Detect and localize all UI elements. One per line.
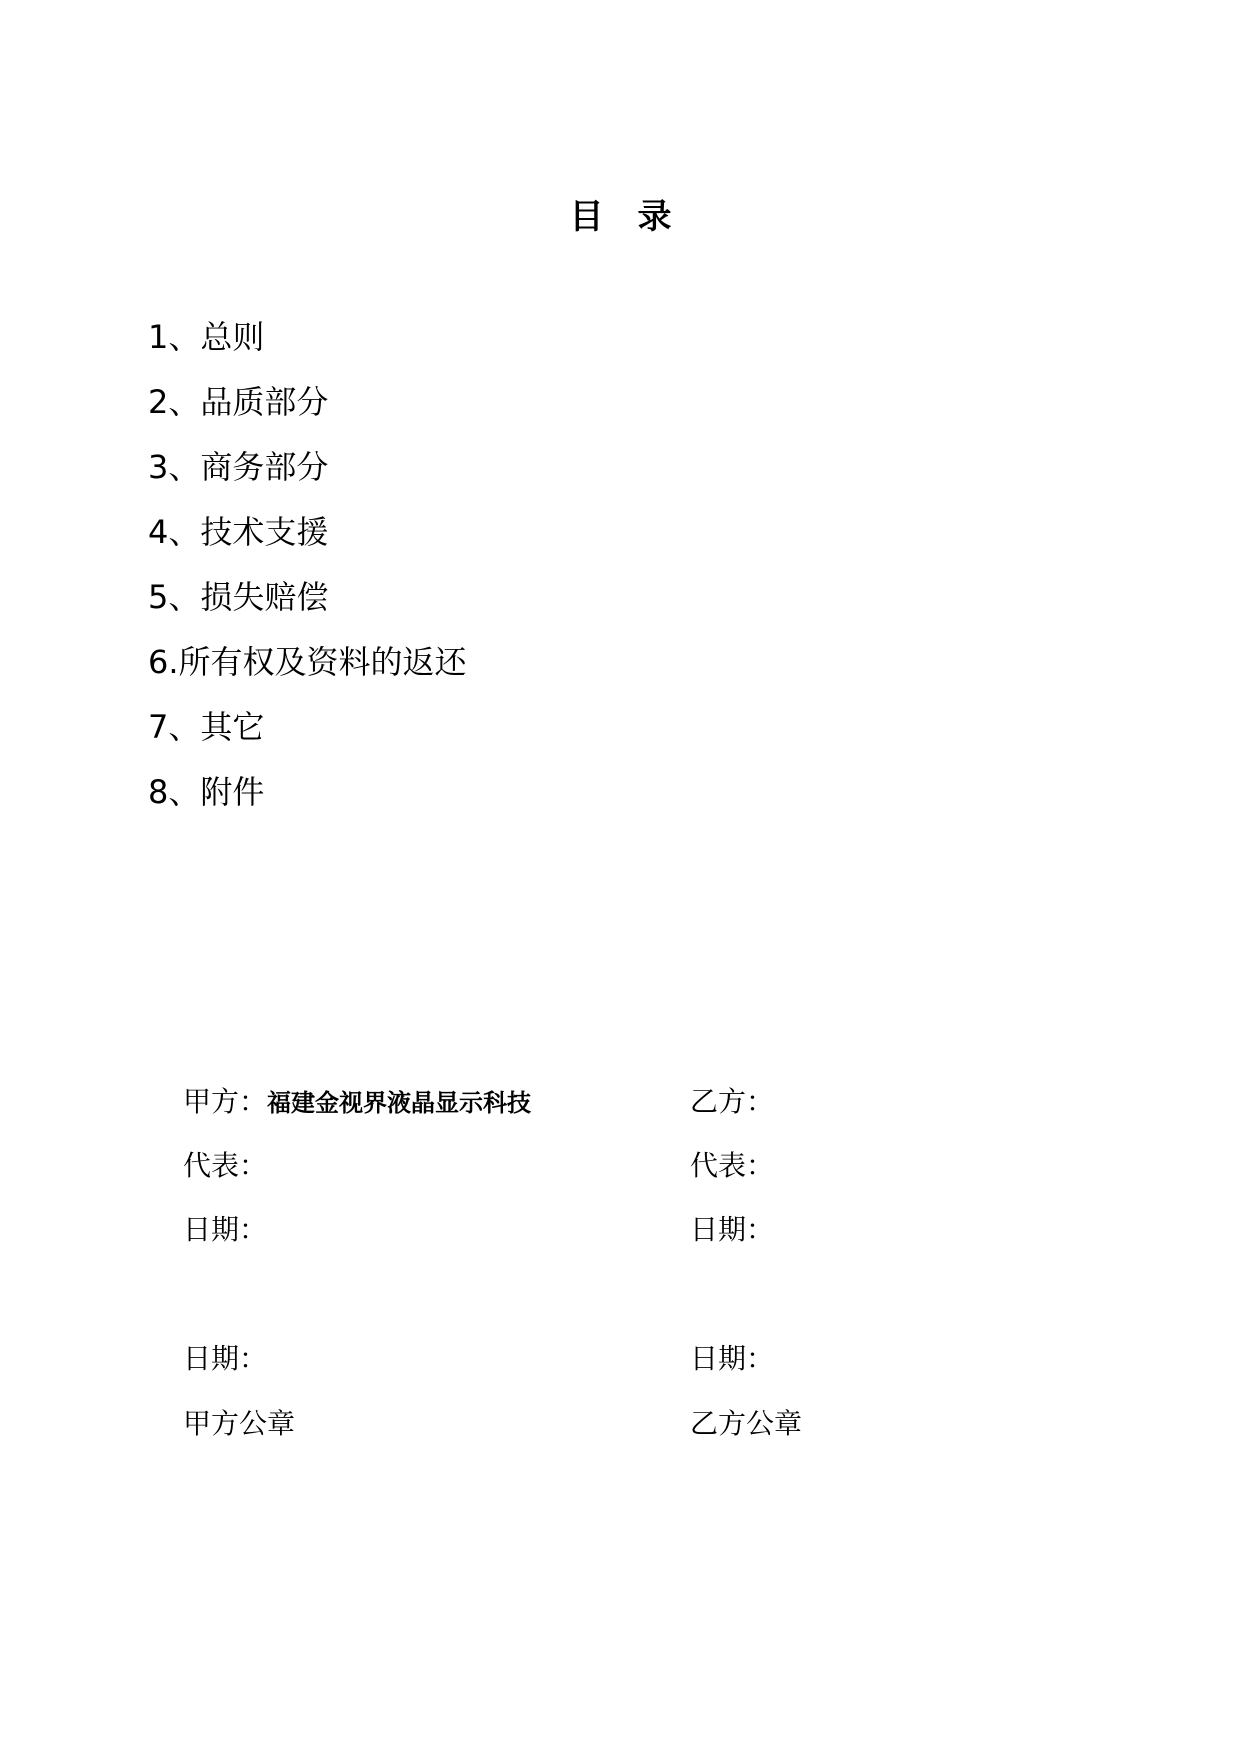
toc-item-6: 6.所有权及资料的返还: [148, 643, 467, 681]
party-a-company: 福建金视界液晶显示科技: [267, 1089, 532, 1117]
table-of-contents: [148, 305, 467, 825]
party-a-line: [183, 1082, 531, 1123]
page-title: 目 录: [569, 197, 672, 237]
toc-item-3: 3、商务部分: [148, 448, 329, 486]
party-a-representative-label: 代表：: [183, 1149, 268, 1182]
party-b-date2-label: 日期：: [690, 1342, 775, 1375]
party-b-date-label: 日期：: [690, 1213, 775, 1246]
party-a-label: 甲方：: [183, 1085, 268, 1118]
toc-item-1: 1、总则: [148, 318, 265, 356]
toc-item-7: 7、其它: [148, 708, 265, 746]
toc-item-5: 5、损失赔偿: [148, 578, 329, 616]
toc-item-8: 8、附件: [148, 773, 265, 811]
toc-item-2: 2、品质部分: [148, 383, 329, 421]
toc-item-4: 4、技术支援: [148, 513, 329, 551]
party-a-date2-label: 日期：: [183, 1342, 268, 1375]
party-b-label: 乙方：: [690, 1085, 775, 1118]
party-a-date-label: 日期：: [183, 1213, 268, 1246]
party-a-seal-label: 甲方公章: [183, 1407, 296, 1440]
party-b-seal-label: 乙方公章: [690, 1407, 803, 1440]
party-b-representative-label: 代表：: [690, 1149, 775, 1182]
